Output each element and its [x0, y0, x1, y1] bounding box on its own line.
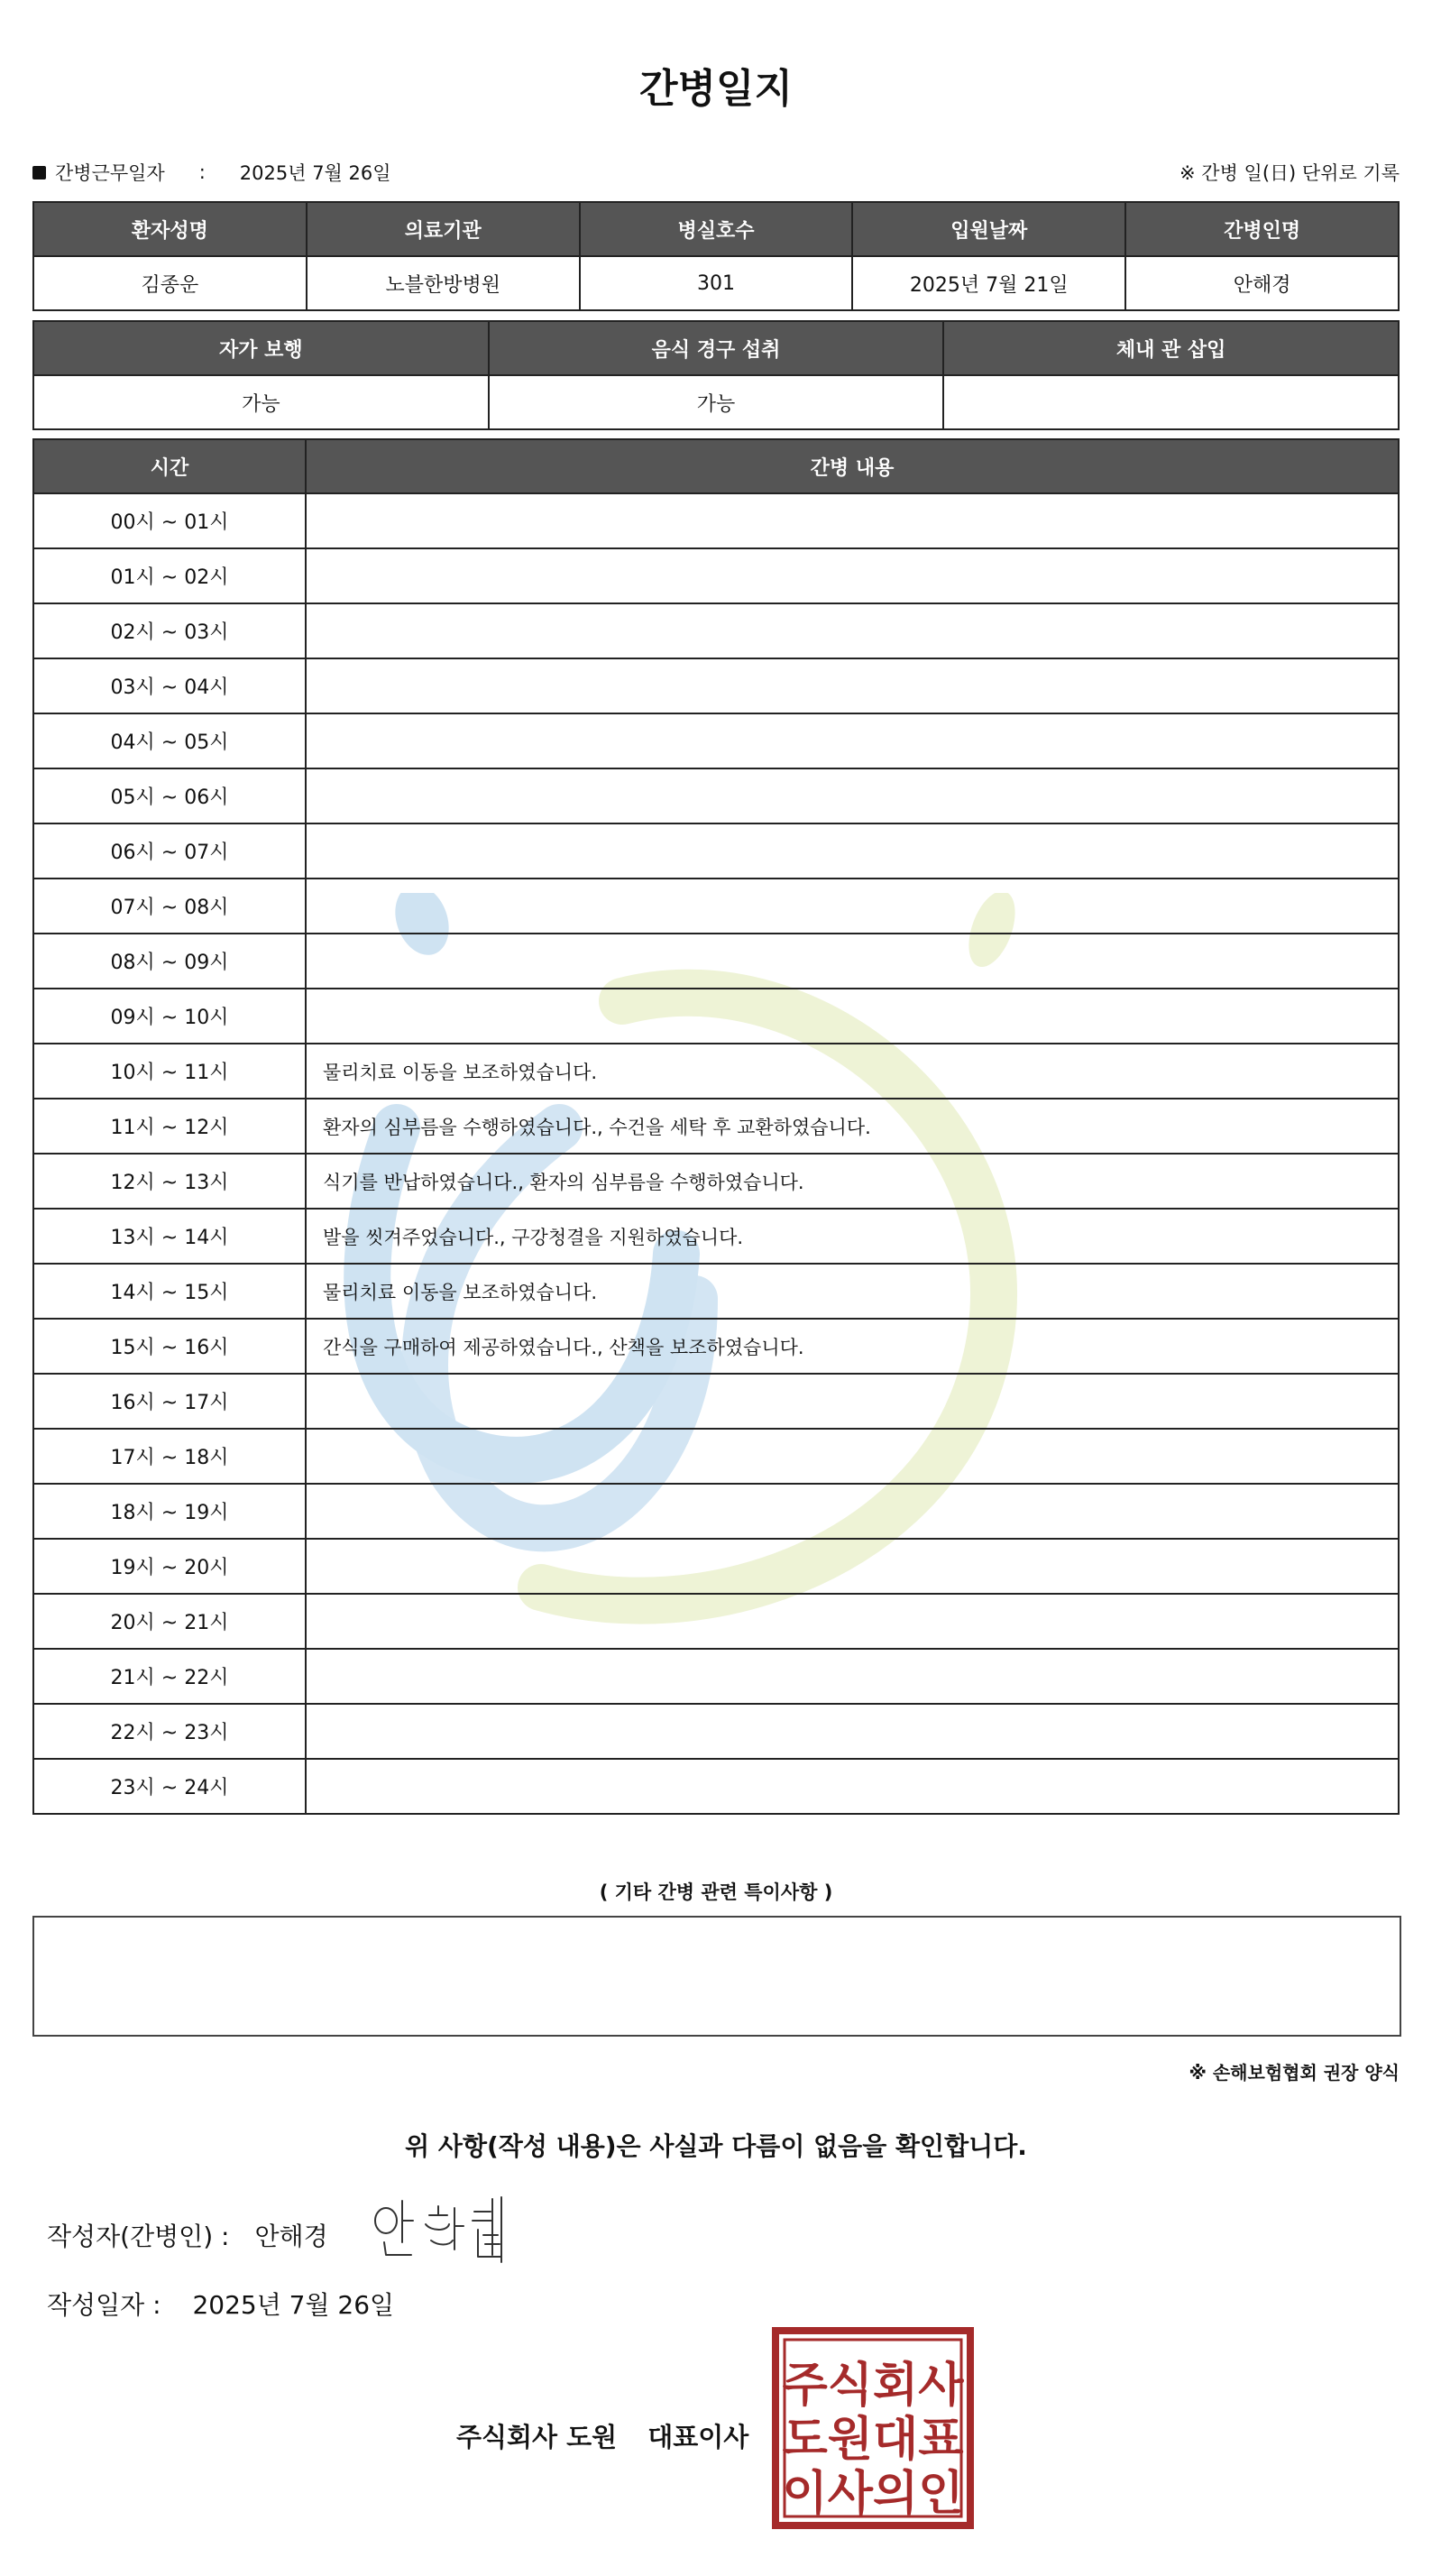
log-content: [306, 548, 1399, 603]
table-row: [33, 1594, 1399, 1649]
value-caregiver-name: 안해경: [1125, 256, 1399, 310]
seal-line-2: 도원대표: [782, 2413, 964, 2467]
log-time: 21시 ~ 22시: [33, 1649, 306, 1704]
log-time: 19시 ~ 20시: [33, 1539, 306, 1594]
header-time: 시간: [33, 439, 306, 493]
log-content: [306, 1429, 1399, 1484]
document-title: 간병일지: [638, 66, 793, 112]
log-content: 물리치료 이동을 보조하였습니다.: [306, 1264, 1399, 1319]
table-row: [33, 768, 1399, 823]
table-row: [33, 1099, 1399, 1154]
log-content: 발을 씻겨주었습니다., 구강청결을 지원하였습니다.: [306, 1209, 1399, 1264]
log-content: [306, 934, 1399, 989]
log-content: [306, 658, 1399, 713]
log-content: [306, 1704, 1399, 1759]
log-content: [306, 713, 1399, 768]
value-self-walking: 가능: [33, 375, 489, 429]
company-line: [456, 2417, 748, 2454]
header-caregiver-name: 간병인명: [1125, 202, 1399, 256]
seal-line-1: 주식회사: [782, 2359, 964, 2413]
table-row: [33, 1154, 1399, 1209]
header-admission-date: 입원날짜: [852, 202, 1125, 256]
log-time: 18시 ~ 19시: [33, 1484, 306, 1539]
recommend-note: ※ 손해보험협회 권장 양식: [1189, 2062, 1400, 2084]
work-date: [32, 159, 391, 186]
writer-name: 안해경: [254, 2222, 328, 2251]
table-row: [33, 1044, 1399, 1099]
table-row: [33, 1484, 1399, 1539]
table-row: [33, 1759, 1399, 1814]
condition-table: [32, 320, 1400, 430]
value-room: 301: [580, 256, 853, 310]
log-content: 물리치료 이동을 보조하였습니다.: [306, 1044, 1399, 1099]
table-row: [33, 1539, 1399, 1594]
table-row: [33, 823, 1399, 879]
value-tube-insertion: [943, 375, 1399, 429]
value-hospital: 노블한방병원: [307, 256, 580, 310]
log-time: 12시 ~ 13시: [33, 1154, 306, 1209]
other-notes-title: ( 기타 간병 관련 특이사항 ): [599, 1881, 833, 1903]
table-row: [33, 603, 1399, 658]
log-content: 간식을 구매하여 제공하였습니다., 산책을 보조하였습니다.: [306, 1319, 1399, 1374]
log-content: [306, 1594, 1399, 1649]
log-time: 15시 ~ 16시: [33, 1319, 306, 1374]
ceo-title: 대표이사: [647, 2422, 749, 2452]
log-time: 05시 ~ 06시: [33, 768, 306, 823]
log-content: [306, 1539, 1399, 1594]
header-room: 병실호수: [580, 202, 853, 256]
log-time: 23시 ~ 24시: [33, 1759, 306, 1814]
table-row: [33, 934, 1399, 989]
log-time: 16시 ~ 17시: [33, 1374, 306, 1429]
table-row: [33, 713, 1399, 768]
patient-table: [32, 201, 1400, 311]
table-row: [33, 879, 1399, 934]
table-row: [33, 1319, 1399, 1374]
log-time: 03시 ~ 04시: [33, 658, 306, 713]
value-oral-intake: 가능: [489, 375, 944, 429]
write-date-value: 2025년 7월 26일: [192, 2290, 395, 2320]
log-time: 07시 ~ 08시: [33, 879, 306, 934]
log-content: 환자의 심부름을 수행하였습니다., 수건을 세탁 후 교환하였습니다.: [306, 1099, 1399, 1154]
table-row: [33, 1704, 1399, 1759]
log-time: 17시 ~ 18시: [33, 1429, 306, 1484]
work-date-label: 간병근무일자: [55, 162, 165, 184]
table-row: [33, 1374, 1399, 1429]
log-content: [306, 1649, 1399, 1704]
log-content: [306, 1484, 1399, 1539]
writer-label: 작성자(간병인) :: [47, 2222, 230, 2251]
log-content: [306, 493, 1399, 548]
log-time: 01시 ~ 02시: [33, 548, 306, 603]
log-content: [306, 768, 1399, 823]
header-oral-intake: 음식 경구 섭취: [489, 321, 944, 375]
write-date-label: 작성일자 :: [47, 2290, 161, 2320]
log-content: [306, 1759, 1399, 1814]
write-date: [47, 2286, 394, 2322]
header-self-walking: 자가 보행: [33, 321, 489, 375]
log-content: [306, 603, 1399, 658]
log-time: 04시 ~ 05시: [33, 713, 306, 768]
header-care-content: 간병 내용: [306, 439, 1399, 493]
table-row: [33, 1649, 1399, 1704]
log-time: 08시 ~ 09시: [33, 934, 306, 989]
table-row: [33, 548, 1399, 603]
value-admission-date: 2025년 7월 21일: [852, 256, 1125, 310]
bullet-square-icon: [32, 166, 46, 179]
log-content: [306, 879, 1399, 934]
table-row: [33, 1429, 1399, 1484]
log-content: [306, 1374, 1399, 1429]
work-date-separator: :: [198, 161, 206, 183]
header-hospital: 의료기관: [307, 202, 580, 256]
log-time: 00시 ~ 01시: [33, 493, 306, 548]
log-time: 02시 ~ 03시: [33, 603, 306, 658]
company-name: 주식회사 도원: [456, 2422, 618, 2452]
company-seal: [772, 2327, 974, 2529]
log-time: 09시 ~ 10시: [33, 989, 306, 1044]
log-time: 11시 ~ 12시: [33, 1099, 306, 1154]
header-tube-insertion: 체내 관 삽입: [943, 321, 1399, 375]
log-content: [306, 989, 1399, 1044]
signature: [366, 2190, 537, 2271]
record-note: ※ 간병 일(日) 단위로 기록: [1180, 162, 1400, 184]
log-time: 20시 ~ 21시: [33, 1594, 306, 1649]
log-content: [306, 823, 1399, 879]
log-time: 14시 ~ 15시: [33, 1264, 306, 1319]
header-patient-name: 환자성명: [33, 202, 307, 256]
work-date-value: 2025년 7월 26일: [239, 162, 391, 184]
table-row: [33, 989, 1399, 1044]
log-time: 22시 ~ 23시: [33, 1704, 306, 1759]
table-row: [33, 493, 1399, 548]
confirm-statement: 위 사항(작성 내용)은 사실과 다름이 없음을 확인합니다.: [405, 2131, 1027, 2161]
other-notes-box: [32, 1916, 1401, 2037]
log-content: 식기를 반납하였습니다., 환자의 심부름을 수행하였습니다.: [306, 1154, 1399, 1209]
log-time: 10시 ~ 11시: [33, 1044, 306, 1099]
table-row: [33, 658, 1399, 713]
table-row: [33, 1264, 1399, 1319]
seal-line-3: 이사의인: [782, 2467, 964, 2521]
log-time: 06시 ~ 07시: [33, 823, 306, 879]
care-log-table: [32, 438, 1400, 1815]
value-patient-name: 김종운: [33, 256, 307, 310]
log-time: 13시 ~ 14시: [33, 1209, 306, 1264]
table-row: [33, 1209, 1399, 1264]
writer-line: [47, 2217, 328, 2253]
